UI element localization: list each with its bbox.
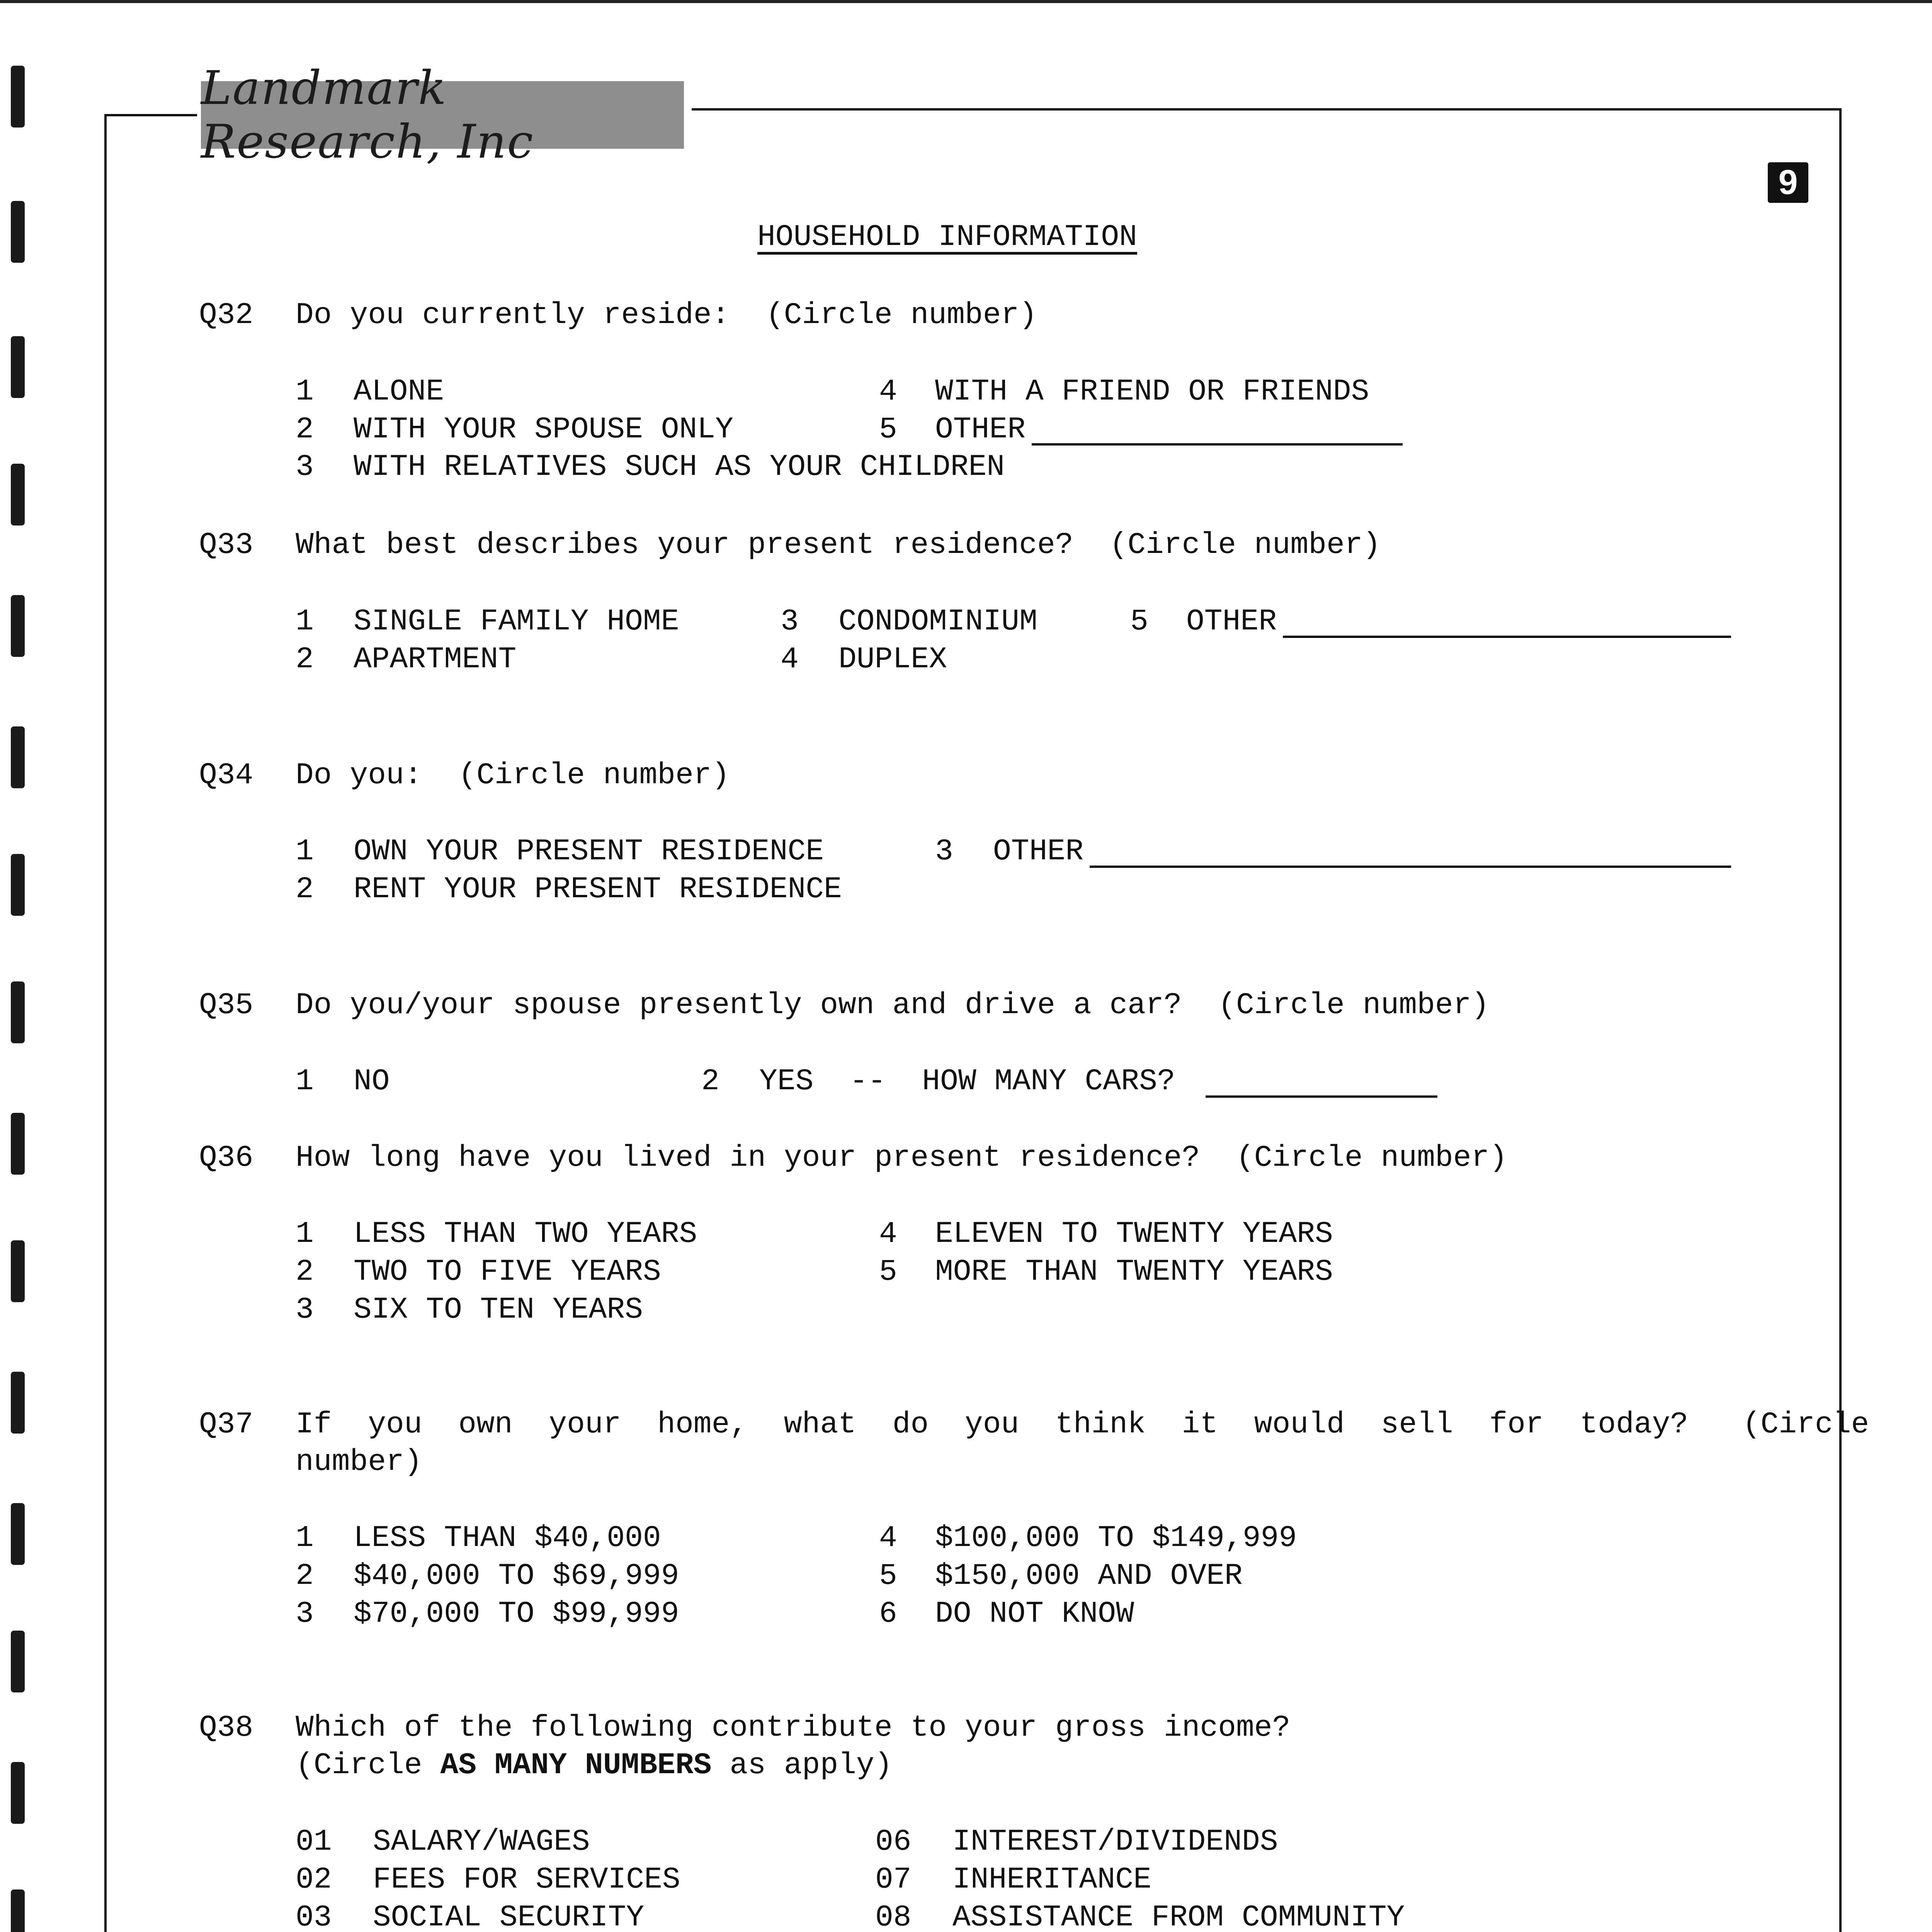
option-number[interactable]: 3 <box>296 450 314 484</box>
option-number[interactable]: 2 <box>701 1065 719 1099</box>
binder-hole <box>11 1762 25 1824</box>
option-label: LESS THAN TWO YEARS <box>354 1217 697 1251</box>
option-label: WITH YOUR SPOUSE ONLY <box>354 413 733 447</box>
scan-top-edge <box>0 0 1932 3</box>
page-title: HOUSEHOLD INFORMATION <box>757 220 1137 254</box>
logo-text: Landmark Research, Inc <box>201 61 534 169</box>
frame-right <box>1839 108 1842 1932</box>
question-text: If you own your home, what do you think it would sell for today? (Circle <box>296 1408 1869 1442</box>
option-number[interactable]: 06 <box>875 1825 912 1859</box>
option-number[interactable]: 1 <box>296 1217 314 1251</box>
binder-hole <box>11 1631 25 1692</box>
option-label: INHERITANCE <box>952 1863 1151 1897</box>
binder-hole <box>11 595 25 657</box>
other-write-in-line[interactable] <box>1032 443 1403 446</box>
option-number[interactable]: 3 <box>296 1597 314 1631</box>
question-text-post: as apply) <box>711 1748 893 1782</box>
binder-hole <box>11 1113 25 1175</box>
option-number[interactable]: 4 <box>879 1217 897 1251</box>
option-label: $40,000 TO $69,999 <box>354 1559 679 1593</box>
question-text: Do you/your spouse presently own and drive a car? (Circle number) <box>296 988 1490 1022</box>
option-label: WITH RELATIVES SUCH AS YOUR CHILDREN <box>354 450 1005 484</box>
option-label: SALARY/WAGES <box>373 1825 590 1859</box>
option-label: DUPLEX <box>838 643 947 677</box>
option-number[interactable]: 3 <box>935 835 953 869</box>
option-label: SIX TO TEN YEARS <box>354 1293 643 1327</box>
option-number[interactable]: 1 <box>296 1065 314 1099</box>
option-label: DO NOT KNOW <box>935 1597 1134 1631</box>
option-label: LESS THAN $40,000 <box>354 1521 661 1555</box>
option-number[interactable]: 5 <box>879 1559 897 1593</box>
binder-hole <box>11 1240 25 1302</box>
section-badge: 9 <box>1768 162 1808 203</box>
option-number[interactable]: 1 <box>296 605 314 639</box>
option-number[interactable]: 5 <box>1130 605 1148 639</box>
other-write-in-line[interactable] <box>1090 866 1731 868</box>
option-number[interactable]: 2 <box>296 413 314 447</box>
option-number[interactable]: 2 <box>296 643 314 677</box>
binder-hole <box>11 1372 25 1434</box>
question-number: Q35 <box>199 988 253 1022</box>
car-count-write-in-line[interactable] <box>1206 1095 1437 1098</box>
question-number: Q34 <box>199 759 253 793</box>
binder-hole <box>11 854 25 916</box>
option-number[interactable]: 1 <box>296 375 314 409</box>
question-text: How long have you lived in your present residence? (Circle number) <box>296 1141 1508 1175</box>
option-label: INTEREST/DIVIDENDS <box>952 1825 1278 1859</box>
option-label: ELEVEN TO TWENTY YEARS <box>935 1217 1333 1251</box>
option-label: WITH A FRIEND OR FRIENDS <box>935 375 1369 409</box>
frame-top-left <box>104 114 197 116</box>
question-text-emphasis: AS MANY NUMBERS <box>440 1748 712 1782</box>
option-number[interactable]: 2 <box>296 1255 314 1289</box>
option-number[interactable]: 08 <box>875 1901 912 1932</box>
option-label: YES -- HOW MANY CARS? <box>759 1065 1175 1099</box>
option-number[interactable]: 4 <box>879 375 897 409</box>
option-number[interactable]: 4 <box>781 643 799 677</box>
option-number[interactable]: 07 <box>875 1863 912 1897</box>
option-number[interactable]: 2 <box>296 1559 314 1593</box>
option-number[interactable]: 01 <box>296 1825 332 1859</box>
option-number[interactable]: 03 <box>296 1901 332 1932</box>
company-logo <box>201 61 684 169</box>
other-write-in-line[interactable] <box>1283 636 1731 638</box>
option-number[interactable]: 3 <box>781 605 799 639</box>
question-text: Which of the following contribute to your gross income? <box>296 1711 1291 1745</box>
binder-hole <box>11 336 25 398</box>
option-number[interactable]: 5 <box>879 1255 897 1289</box>
binder-hole <box>11 1503 25 1565</box>
question-text: Do you: (Circle number) <box>296 759 730 793</box>
option-label: SINGLE FAMILY HOME <box>354 605 679 639</box>
binder-hole <box>11 66 25 128</box>
question-text-continued <box>296 1750 893 1781</box>
option-number[interactable]: 1 <box>296 1521 314 1555</box>
option-label: FEES FOR SERVICES <box>373 1863 680 1897</box>
option-label: MORE THAN TWENTY YEARS <box>935 1255 1333 1289</box>
option-label: OTHER <box>1186 605 1277 639</box>
binder-hole <box>11 1889 25 1932</box>
option-number[interactable]: 1 <box>296 835 314 869</box>
option-number[interactable]: 2 <box>296 872 314 906</box>
binder-hole <box>11 464 25 526</box>
question-number: Q38 <box>199 1711 253 1745</box>
frame-top-right <box>692 108 1841 111</box>
question-text-continued: number) <box>296 1445 422 1479</box>
binder-hole <box>11 981 25 1043</box>
option-label: OWN YOUR PRESENT RESIDENCE <box>354 835 824 869</box>
binder-hole <box>11 726 25 788</box>
question-number: Q33 <box>199 528 253 562</box>
option-label: OTHER <box>935 413 1026 447</box>
question-text: Do you currently reside: (Circle number) <box>296 298 1037 332</box>
option-number[interactable]: 3 <box>296 1293 314 1327</box>
option-label: APARTMENT <box>354 643 517 677</box>
option-number[interactable]: 5 <box>879 413 897 447</box>
option-label: OTHER <box>993 835 1084 869</box>
option-label: $100,000 TO $149,999 <box>935 1521 1297 1555</box>
option-label: $150,000 AND OVER <box>935 1559 1243 1593</box>
option-label: CONDOMINIUM <box>838 605 1037 639</box>
question-number: Q37 <box>199 1408 253 1442</box>
option-label: NO <box>354 1065 390 1099</box>
option-label: ALONE <box>354 375 444 409</box>
option-label: ASSISTANCE FROM COMMUNITY <box>952 1901 1405 1932</box>
option-label: RENT YOUR PRESENT RESIDENCE <box>354 872 842 906</box>
question-text-pre: (Circle <box>296 1748 440 1782</box>
option-number[interactable]: 02 <box>296 1863 332 1897</box>
option-label: TWO TO FIVE YEARS <box>354 1255 661 1289</box>
question-number: Q36 <box>199 1141 253 1175</box>
option-label: $70,000 TO $99,999 <box>354 1597 679 1631</box>
option-label: SOCIAL SECURITY <box>373 1901 645 1932</box>
option-number[interactable]: 6 <box>879 1597 897 1631</box>
question-number: Q32 <box>199 298 253 332</box>
binder-hole <box>11 201 25 263</box>
option-number[interactable]: 4 <box>879 1521 897 1555</box>
question-text: What best describes your present residence? (Circle number) <box>296 528 1381 562</box>
frame-left <box>104 114 107 1932</box>
